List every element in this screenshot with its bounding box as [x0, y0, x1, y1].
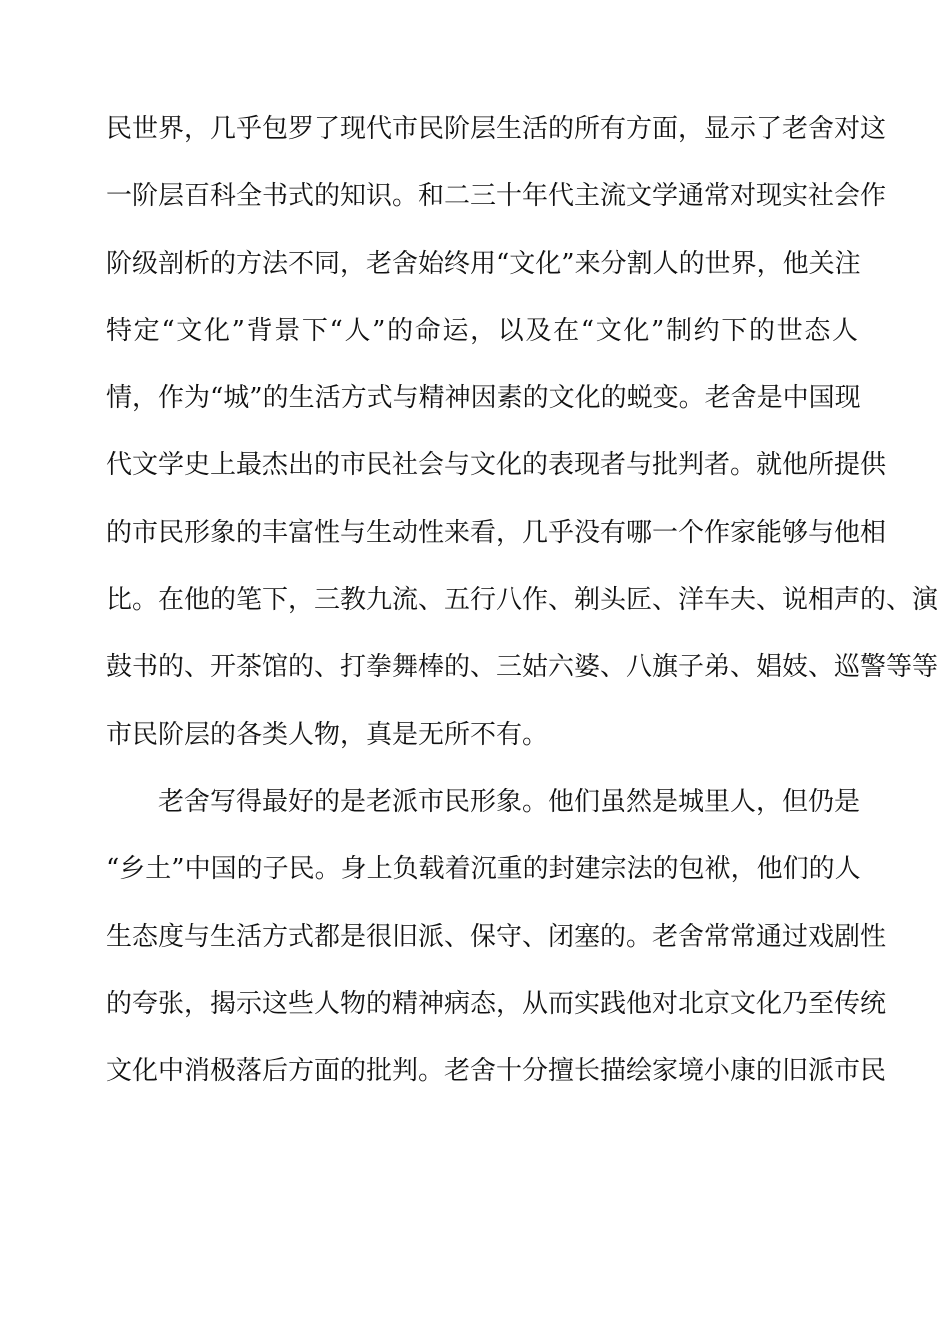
text-line: 情，作为“城”的生活方式与精神因素的文化的蜕变。老舍是中国现 — [106, 383, 861, 414]
text-line: 生态度与生活方式都是很旧派、保守、闭塞的。老舍常常通过戏剧性 — [106, 921, 887, 952]
text-line: 代文学史上最杰出的市民社会与文化的表现者与批判者。就他所提供 — [106, 450, 887, 481]
body-text — [106, 104, 939, 1113]
paragraph-start-line: 老舍写得最好的是老派市民形象。他们虽然是城里人，但仍是 — [158, 786, 861, 817]
text-line: 的市民形象的丰富性与生动性来看，几乎没有哪一个作家能够与他相 — [106, 517, 887, 548]
text-line: 阶级剖析的方法不同，老舍始终用“文化”来分割人的世界，他关注 — [106, 248, 861, 279]
text-line: 民世界，几乎包罗了现代市民阶层生活的所有方面，显示了老舍对这 — [106, 114, 887, 144]
text-line: 鼓书的、开茶馆的、打拳舞棒的、三姑六婆、八旗子弟、娼妓、巡警等等 — [106, 652, 939, 683]
text-line: “乡土”中国的子民。身上负载着沉重的封建宗法的包袱，他们的人 — [106, 854, 861, 885]
text-line: 文化中消极落后方面的批判。老舍十分擅长描绘家境小康的旧派市民 — [106, 1056, 887, 1087]
text-line: 特定“文化”背景下“人”的命运，以及在“文化”制约下的世态人 — [106, 315, 858, 346]
text-line: 一阶层百科全书式的知识。和二三十年代主流文学通常对现实社会作 — [106, 181, 887, 212]
text-line: 比。在他的笔下，三教九流、五行八作、剃头匠、洋车夫、说相声的、演 — [106, 585, 939, 616]
text-line: 的夸张，揭示这些人物的精神病态，从而实践他对北京文化乃至传统 — [106, 988, 887, 1019]
paragraph-end-line: 市民阶层的各类人物，真是无所不有。 — [106, 719, 549, 750]
